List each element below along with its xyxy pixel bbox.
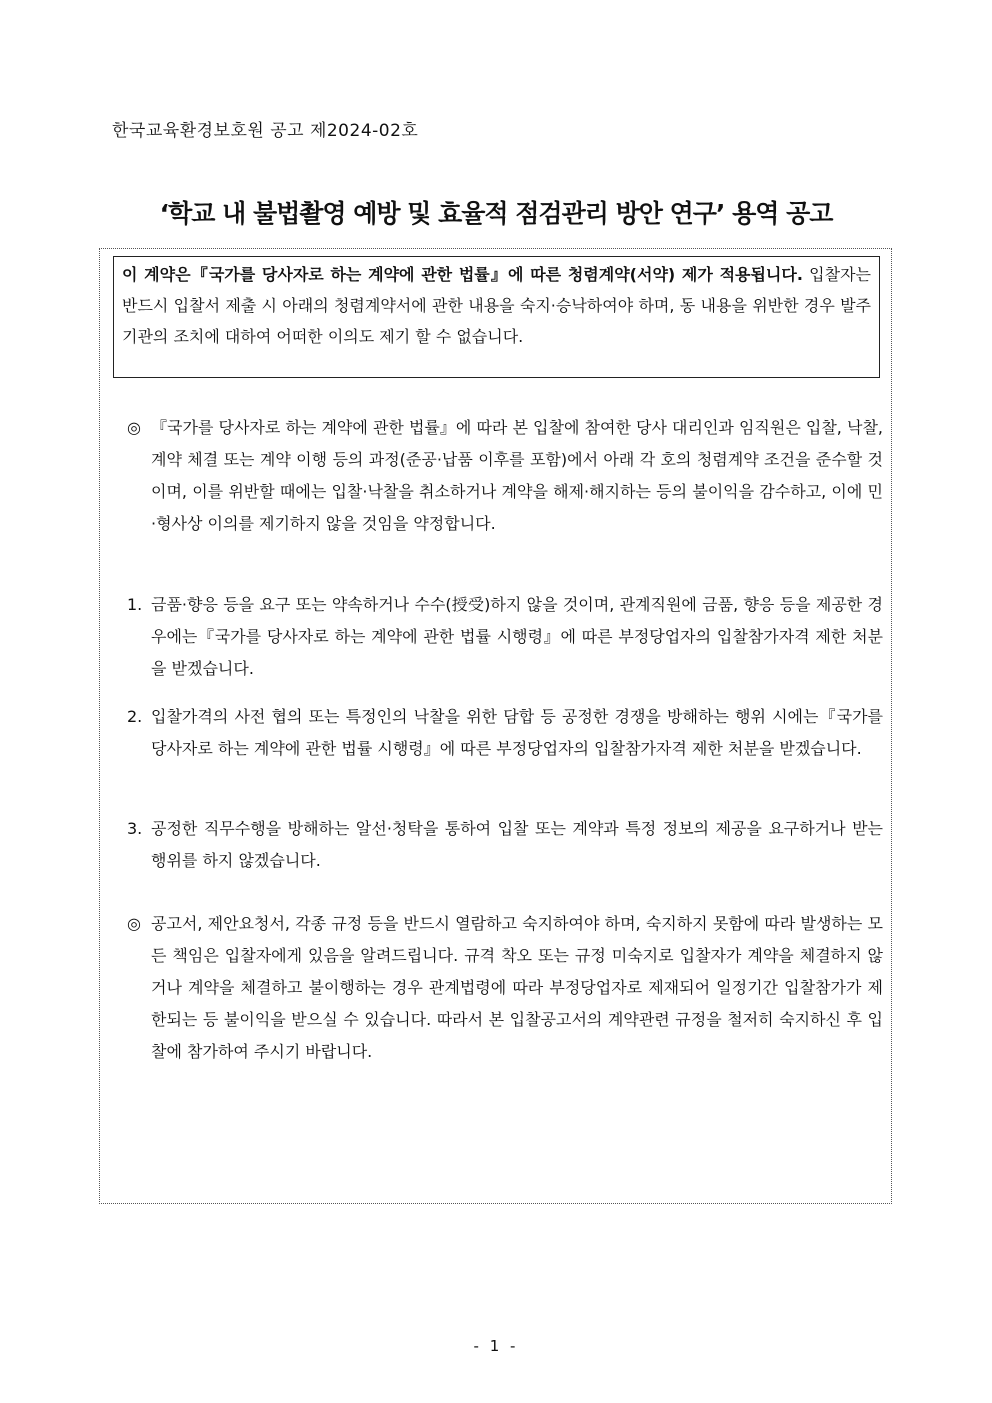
clause-text: 금품·향응 등을 요구 또는 약속하거나 수수(授受)하지 않을 것이며, 관계직원에 금품, 향응 등을 제공한 경우에는『국가를 당사자로 하는 계약에 관한 법률 시행령』에 따른 부정당업자의 입찰참가자격 제한 처분을 받겠습니다.	[151, 595, 883, 678]
intro-paragraph	[127, 412, 883, 540]
clause-item-2	[127, 701, 883, 765]
integrity-contract-notice-box	[113, 256, 880, 378]
closing-paragraph	[127, 908, 883, 1068]
closing-text: 공고서, 제안요청서, 각종 규정 등을 반드시 열람하고 숙지하여야 하며, 숙지하지 못함에 따라 발생하는 모든 책임은 입찰자에게 있음을 알려드립니다. 규격 착오 또는 규정 미숙지로 입찰자가 계약을 체결하지 않거나 계약을 체결하고 불이행하는 경우 관계법령에 따라 부정당업자로 제재되어 일정기간 입찰참가가 제한되는 등 불이익을 받으실 수 있습니다. 따라서 본 입찰공고서의 계약관련 규정을 철저히 숙지하신 후 입찰에 참가하여 주시기 바랍니다.	[151, 914, 883, 1061]
clause-text: 공정한 직무수행을 방해하는 알선·청탁을 통하여 입찰 또는 계약과 특정 정보의 제공을 요구하거나 받는 행위를 하지 않겠습니다.	[151, 819, 883, 870]
clause-number: 2.	[127, 707, 143, 726]
notice-number: 한국교육환경보호원 공고 제2024-02호	[112, 121, 419, 141]
clause-text: 입찰가격의 사전 협의 또는 특정인의 낙찰을 위한 담합 등 공정한 경쟁을 방해하는 행위 시에는『국가를 당사자로 하는 계약에 관한 법률 시행령』에 따른 부정당업자의 입찰참가자격 제한 처분을 받겠습니다.	[151, 707, 883, 758]
notice-bold-text: 이 계약은『국가를 당사자로 하는 계약에 관한 법률』에 따른 청렴계약(서약) 제가 적용됩니다.	[122, 265, 803, 284]
double-circle-icon: ◎	[127, 914, 141, 933]
document-title: ‘학교 내 불법촬영 예방 및 효율적 점검관리 방안 연구’ 용역 공고	[159, 199, 833, 228]
double-circle-icon: ◎	[127, 418, 141, 437]
intro-text: 『국가를 당사자로 하는 계약에 관한 법률』에 따라 본 입찰에 참여한 당사 대리인과 임직원은 입찰, 낙찰, 계약 체결 또는 계약 이행 등의 과정(준공·납품 이후를 포함)에서 아래 각 호의 청렴계약 조건을 준수할 것이며, 이를 위반할 때에는 입찰·낙찰을 취소하거나 계약을 해제·해지하는 등의 불이익을 감수하고, 이에 민·형사상 이의를 제기하지 않을 것임을 약정합니다.	[151, 418, 883, 533]
clause-number: 3.	[127, 819, 143, 838]
notice-normal-text: 입찰자는 반드시 입찰서 제출 시 아래의 청렴계약서에 관한 내용을 숙지·승낙하여야 하며, 동 내용을 위반한 경우 발주기관의 조치에 대하여 어떠한 이의도 제기 할 수 없습니다.	[122, 265, 871, 346]
clause-number: 1.	[127, 595, 143, 614]
page-number: - 1 -	[473, 1337, 519, 1355]
clause-item-3	[127, 813, 883, 877]
clause-item-1	[127, 589, 883, 685]
